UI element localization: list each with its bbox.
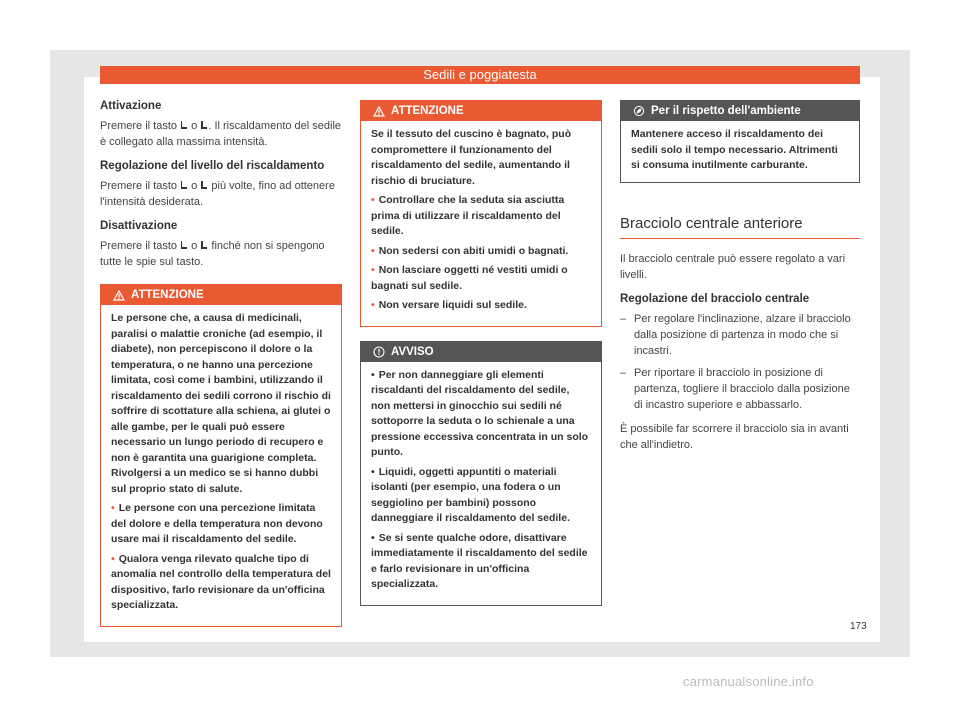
seat-heat-right-icon <box>200 240 208 250</box>
notice-bullet: • Per non danneggiare gli elementi riscaldanti del riscaldamento del sedile, non mettersi in ginocchio sui sedili né sottoporre la seduta o lo schienale a una pressione eccessiva concentrata in un solo punto. <box>371 368 589 458</box>
warning-triangle-icon <box>113 290 125 301</box>
environment-body: Mantenere acceso il riscaldamento dei sedili solo il tempo necessario. Altrimenti si consuma inutilmente carburante. <box>631 128 838 171</box>
list-item: – Per regolare l'inclinazione, alzare il bracciolo dalla posizione di partenza in modo che si incastri. <box>620 311 860 359</box>
notice-bullet: • Liquidi, oggetti appuntiti o materiali isolanti (per esempio, una fodera o un seggiolino per bambini) possono danneggiare il riscaldamento del sedile. <box>371 465 570 524</box>
seat-heat-right-icon <box>200 180 208 190</box>
warning-box-2 <box>360 100 602 327</box>
notice-title: AVVISO <box>391 345 434 358</box>
seat-heat-icon <box>180 180 188 190</box>
warning-body <box>361 121 601 326</box>
warning-box-1 <box>100 284 342 627</box>
warning-header <box>361 101 601 121</box>
info-circle-icon <box>373 346 385 358</box>
column-1 <box>100 92 342 627</box>
paragraph-attivazione: Premere il tasto o . Il riscaldamento del sedile è collegato alla massima intensità. <box>100 120 342 148</box>
notice-bullet: • Se si sente qualche odore, disattivare immediatamente il riscaldamento del sedile e farlo revisionare in un'officina specializzata. <box>371 531 588 590</box>
warning-bullet: • Non versare liquidi sul sedile. <box>371 299 527 311</box>
warning-bullet: • Non lasciare oggetti né vestiti umidi o bagnati sul sedile. <box>371 264 568 292</box>
heading-disattivazione: Disattivazione <box>100 220 178 232</box>
watermark: carmanualsonline.info <box>683 674 814 689</box>
column-3 <box>620 92 860 459</box>
section-outro: È possibile far scorrere il bracciolo sia in avanti che all'indietro. <box>620 422 849 451</box>
warning-paragraph: Le persone che, a causa di medicinali, paralisi o malattie croniche (ad esempio, il diabete), non percepiscono il dolore o la temperatura, o ne hanno una percezione limitata, così come i bambini, utilizzando il riscaldamento dei sedili corrono il rischio di soffrire di scottature alla schiena, ai glutei o alle gambe, per le quali può essere necessario un lungo periodo di recupero e non è garantita una guarigione completa. Rivolgersi a un medico se si hanno dubbi sul proprio stato di salute. <box>111 312 331 495</box>
heading-regolazione: Regolazione del livello del riscaldamento <box>100 160 325 172</box>
warning-bullet: • Qualora venga rilevato qualche tipo di anomalia nel controllo della temperatura del dispositivo, farlo revisionare da un'officina specializzata. <box>111 552 331 611</box>
warning-bullet: • Le persone con una percezione limitata del dolore e della temperatura non devono usare mai il riscaldamento del sedile. <box>111 502 323 545</box>
section-intro: Il bracciolo centrale può essere regolato a vari livelli. <box>620 252 846 281</box>
environment-header <box>621 101 859 121</box>
heading-attivazione: Attivazione <box>100 100 162 112</box>
heading-bracciolo: Regolazione del bracciolo centrale <box>620 292 810 305</box>
list-item: – Per riportare il bracciolo in posizione di partenza, togliere il bracciolo dalla posizione di incastro superiore e abbassarlo. <box>620 365 860 413</box>
warning-triangle-icon <box>373 106 385 117</box>
warning-bullet: • Controllare che la seduta sia asciutta prima di utilizzare il riscaldamento del sedile. <box>371 194 565 237</box>
paragraph-disattivazione: Premere il tasto o finché non si spengono tutte le spie sul tasto. <box>100 240 325 268</box>
environment-box <box>620 100 860 183</box>
paragraph-regolazione: Premere il tasto o più volte, fino ad ottenere l'intensità desiderata. <box>100 180 335 208</box>
warning-title: ATTENZIONE <box>391 105 464 117</box>
column-2 <box>360 92 602 606</box>
page-number: 173 <box>850 621 867 632</box>
warning-title: ATTENZIONE <box>131 289 204 301</box>
instruction-list <box>620 311 860 413</box>
leaf-icon <box>633 105 645 117</box>
warning-body <box>101 305 341 626</box>
warning-paragraph: Se il tessuto del cuscino è bagnato, può compromettere il funzionamento del riscaldamento del sedile, aumentando il rischio di bruciature. <box>371 128 572 187</box>
warning-header <box>101 285 341 305</box>
warning-bullet: • Non sedersi con abiti umidi o bagnati. <box>371 244 569 257</box>
section-title: Bracciolo centrale anteriore <box>620 215 860 239</box>
notice-box <box>360 341 602 606</box>
chapter-header: Sedili e poggiatesta <box>100 66 860 84</box>
notice-body <box>361 362 601 605</box>
environment-title: Per il rispetto dell'ambiente <box>651 105 801 117</box>
notice-header <box>361 342 601 362</box>
seat-heat-icon <box>180 240 188 250</box>
seat-heat-icon <box>180 120 188 130</box>
